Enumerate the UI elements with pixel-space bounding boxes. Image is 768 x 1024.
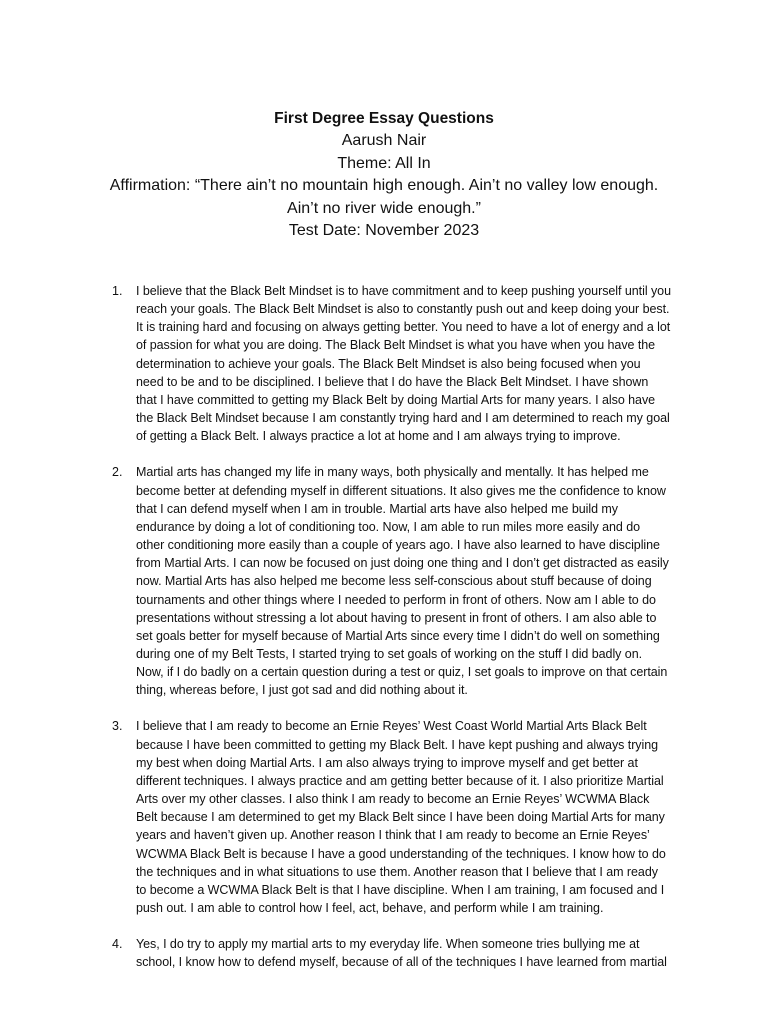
text-line: because I have been committed to getting my Black Belt. I have kept pushing and always trying <box>136 737 659 752</box>
text-line: of passion for what you are doing. The Black Belt Mindset is what you have when you have the <box>136 338 656 353</box>
text-line: different techniques. I always practice and am getting better because of it. I also prioritize Martial <box>136 773 664 788</box>
text-line: the Black Belt Mindset because I am constantly trying hard and I am determined to reach my goal <box>136 411 670 426</box>
text-line: endurance by doing a lot of conditioning too. Now, I am able to run miles more easily and do <box>136 519 641 534</box>
essay-answer-1 <box>0 282 768 445</box>
author-name: Aarush Nair <box>341 132 427 149</box>
affirmation-line-2: Ain’t no river wide enough.” <box>287 199 481 217</box>
text-line: years and haven’t given up. Another reason I think that I am ready to become an Ernie Reyes’ <box>136 828 650 843</box>
test-date-line: Test Date: November 2023 <box>288 222 480 239</box>
text-line: presentations without stressing a lot about having to present in front of others. I am also able to <box>136 610 657 625</box>
text-line: that I can defend myself when I am in trouble. Martial arts have also helped me build my <box>136 501 618 516</box>
list-number: 1. <box>112 284 123 298</box>
text-line: push out. I am able to control how I feel, act, behave, and perform while I am training. <box>136 901 604 915</box>
text-line: Martial arts has changed my life in many ways, both physically and mentally. It has helped me <box>136 465 649 480</box>
text-line: determination to achieve your goals. The Black Belt Mindset is also being focused when you <box>136 356 641 371</box>
text-line: other conditioning more easily than a couple of years ago. I have also learned to have discipline <box>136 538 660 553</box>
text-line: become better at defending myself in different situations. It also gives me the confidence to know <box>136 483 666 498</box>
essay-question-list <box>0 282 768 989</box>
list-number: 3. <box>112 719 123 734</box>
text-line: reach your goals. The Black Belt Mindset is also to constantly push out and keep doing your best. <box>136 302 670 317</box>
text-line: I believe that I am ready to become an Ernie Reyes’ West Coast World Martial Arts Black Belt <box>136 719 647 734</box>
document-header <box>0 108 768 243</box>
answer-paragraph <box>136 717 692 917</box>
answer-paragraph <box>136 282 692 445</box>
text-line: Belt because I am determined to get my Black Belt since I have been doing Martial Arts for many <box>136 810 665 825</box>
text-line: WCWMA Black Belt is because I have a good understanding of the techniques. I know how to do <box>136 846 666 861</box>
document-title: First Degree Essay Questions <box>274 110 494 127</box>
text-line: thing, whereas before, I just got sad and did nothing about it. <box>136 683 468 698</box>
answer-paragraph <box>136 935 692 971</box>
text-line: from Martial Arts. I can now be focused on just doing one thing and I don’t get distracted as easily <box>136 556 669 571</box>
text-line: to become a WCWMA Black Belt is that I have discipline. When I am training, I am focused and I <box>136 882 665 897</box>
essay-answer-2 <box>0 463 768 699</box>
text-line: Now, if I do badly on a certain question during a test or quiz, I set goals to improve on that certain <box>136 665 668 680</box>
list-number: 2. <box>112 465 123 480</box>
text-line: during one of my Belt Tests, I started trying to set goals of working on the stuff I did badly on. <box>136 646 643 661</box>
theme-line: Theme: All In <box>337 154 431 172</box>
text-line: now. Martial Arts has also helped me become less self-conscious about stuff because of doing <box>136 574 652 589</box>
text-line: It is training hard and focusing on always getting better. You need to have a lot of energy and a lot <box>136 320 671 335</box>
text-line: that I have committed to getting my Black Belt by doing Martial Arts for many years. I also have <box>136 392 656 407</box>
list-number: 4. <box>112 937 123 952</box>
text-line: Yes, I do try to apply my martial arts to my everyday life. When someone tries bullying me at <box>136 937 640 952</box>
answer-paragraph <box>136 463 692 699</box>
text-line: I believe that the Black Belt Mindset is to have commitment and to keep pushing yourself until you <box>136 284 671 298</box>
text-line: tournaments and other things where I needed to perform in front of others. Now am I able to do <box>136 592 656 607</box>
affirmation-line-1: Affirmation: “There ain’t no mountain high enough. Ain’t no valley low enough. <box>109 177 659 194</box>
text-line: of getting a Black Belt. I always practice a lot at home and I am always trying to improve. <box>136 429 621 444</box>
text-line: need to be and to be disciplined. I believe that I do have the Black Belt Mindset. I have shown <box>136 374 649 389</box>
essay-answer-3 <box>0 717 768 917</box>
text-line: set goals better for myself because of Martial Arts since every time I didn’t do well on something <box>136 628 660 643</box>
text-line: my best when doing Martial Arts. I am also always trying to improve myself and get better at <box>136 755 638 770</box>
text-line: Arts over my other classes. I also think I am ready to become an Ernie Reyes’ WCWMA Black <box>136 792 650 807</box>
essay-answer-4 <box>0 935 768 971</box>
text-line: school, I know how to defend myself, because of all of the techniques I have learned from martial <box>136 955 667 970</box>
text-line: the techniques and in what situations to use them. Another reason that I believe that I am ready <box>136 864 658 879</box>
